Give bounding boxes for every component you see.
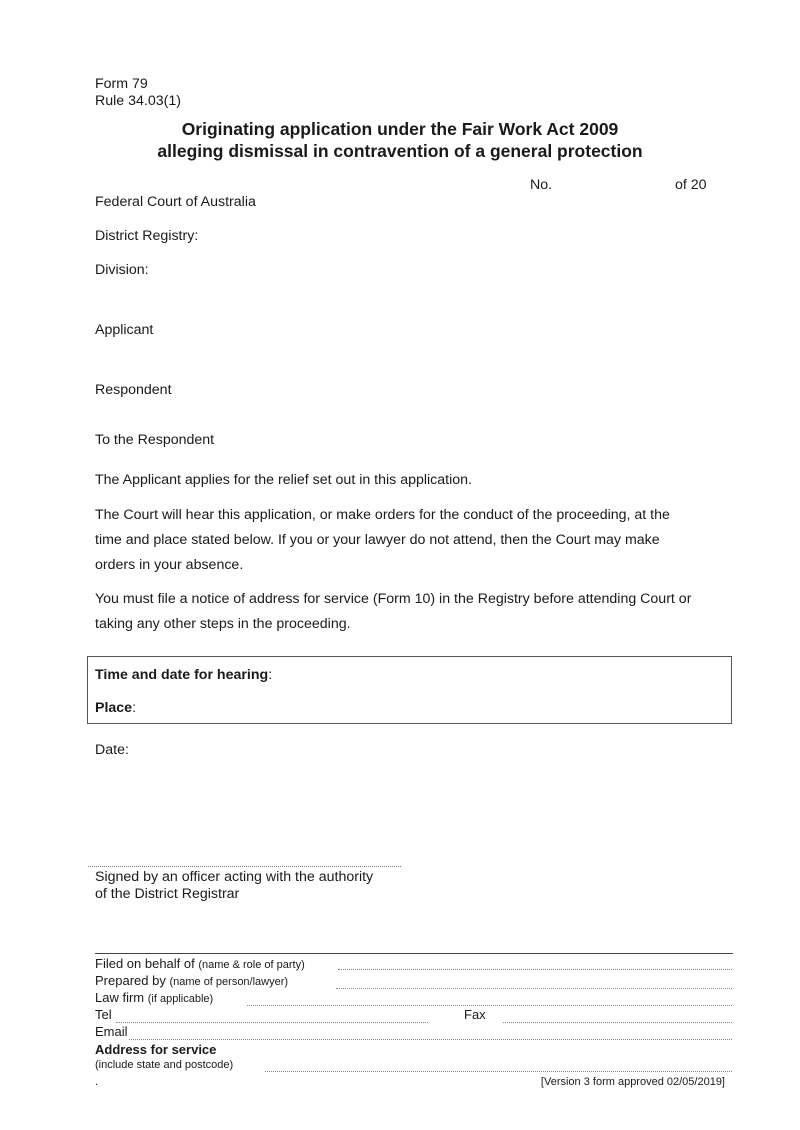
hearing-time-label: Time and date for hearing <box>95 667 269 683</box>
footer-dot: . <box>95 1076 99 1088</box>
filed-on-behalf-text: Filed on behalf of <box>95 956 195 971</box>
law-firm-label <box>95 990 213 1007</box>
fax-label: Fax <box>464 1007 486 1022</box>
date-label: Date: <box>95 742 129 758</box>
case-year-label: of 20 <box>675 177 707 193</box>
signature-line[interactable] <box>88 866 401 867</box>
prepared-by-text: Prepared by <box>95 973 166 988</box>
notice-paragraph-3-line2: taking any other steps in the proceeding. <box>95 616 351 632</box>
version-stamp: [Version 3 form approved 02/05/2019] <box>540 1076 725 1088</box>
hearing-place-field[interactable] <box>95 700 136 717</box>
to-respondent: To the Respondent <box>95 432 215 448</box>
filed-on-behalf-hint: (name & role of party) <box>198 959 305 971</box>
respondent-label: Respondent <box>95 382 172 398</box>
hearing-place-label: Place <box>95 700 133 716</box>
court-name: Federal Court of Australia <box>95 194 256 210</box>
address-for-service-label: Address for service <box>95 1042 217 1057</box>
notice-paragraph-2-line1: The Court will hear this application, or make orders for the conduct of the proceeding, at the <box>95 507 670 523</box>
hearing-details-box <box>87 656 732 724</box>
email-label: Email <box>95 1024 128 1039</box>
hearing-time-colon: : <box>268 667 273 683</box>
filed-on-behalf-label <box>95 956 305 973</box>
notice-paragraph-2-line3: orders in your absence. <box>95 557 244 573</box>
applicant-label: Applicant <box>95 322 154 338</box>
form-title-line2: alleging dismissal in contravention of a general protection <box>157 141 643 161</box>
hearing-place-colon: : <box>132 700 137 716</box>
prepared-by-field[interactable] <box>336 988 732 989</box>
tel-label: Tel <box>95 1007 112 1022</box>
prepared-by-hint: (name of person/lawyer) <box>169 976 289 988</box>
fax-field[interactable] <box>503 1022 732 1023</box>
filing-divider <box>95 953 733 954</box>
form-title-line1: Originating application under the Fair Work Act 2009 <box>181 119 619 139</box>
notice-paragraph-1: The Applicant applies for the relief set out in this application. <box>95 472 472 488</box>
email-field[interactable] <box>129 1039 732 1040</box>
hearing-time-field[interactable] <box>95 667 272 684</box>
rule-reference: Rule 34.03(1) <box>95 93 181 109</box>
tel-field[interactable] <box>116 1022 428 1023</box>
division-label: Division: <box>95 262 149 278</box>
notice-paragraph-2-line2: time and place stated below. If you or your lawyer do not attend, then the Court may make <box>95 532 660 548</box>
prepared-by-label <box>95 973 288 990</box>
form-number: Form 79 <box>95 76 148 92</box>
filed-on-behalf-field[interactable] <box>338 969 732 970</box>
address-for-service-field[interactable] <box>265 1071 732 1072</box>
law-firm-hint: (if applicable) <box>147 993 214 1005</box>
district-registry-label: District Registry: <box>95 228 199 244</box>
signature-caption-line1: Signed by an officer acting with the authority <box>95 869 374 885</box>
law-firm-field[interactable] <box>247 1005 732 1006</box>
case-number-label: No. <box>530 177 553 193</box>
address-for-service-hint: (include state and postcode) <box>95 1059 234 1071</box>
law-firm-text: Law firm <box>95 990 145 1005</box>
signature-caption-line2: of the District Registrar <box>95 886 240 902</box>
notice-paragraph-3-line1: You must file a notice of address for service (Form 10) in the Registry before attending Court or <box>95 591 692 607</box>
